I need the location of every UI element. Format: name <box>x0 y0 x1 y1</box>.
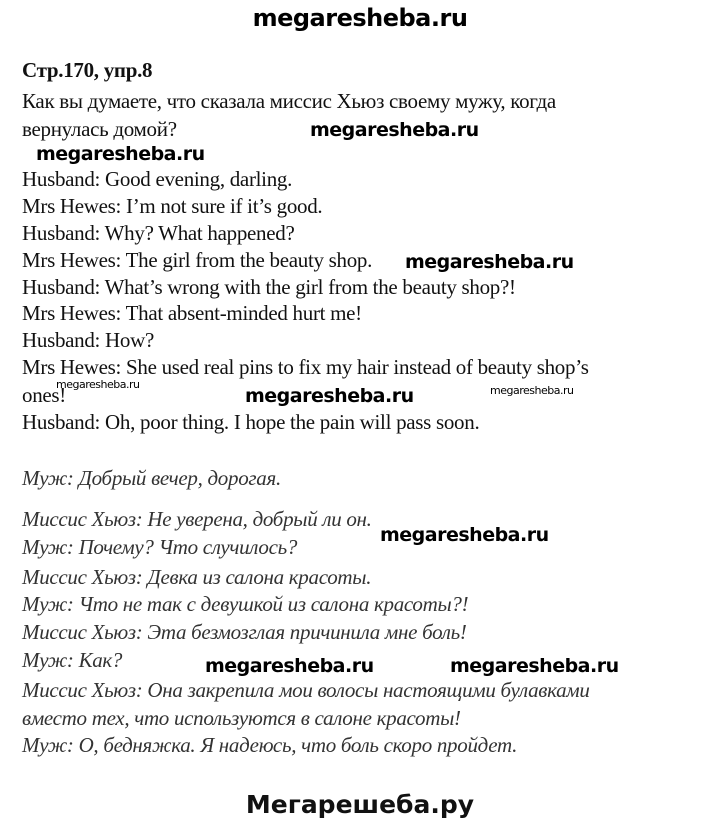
russian-line: вместо тех, что используются в салоне красоты! <box>22 706 461 730</box>
russian-line: Миссис Хьюз: Девка из салона красоты. <box>22 565 372 589</box>
english-line: Husband: Why? What happened? <box>22 221 295 245</box>
watermark: megaresheba.ru <box>405 251 574 273</box>
question-line: Как вы думаете, что сказала миссис Хьюз своему мужу, когда <box>22 89 556 113</box>
exercise-title: Стр.170, упр.8 <box>22 58 153 82</box>
russian-line: Миссис Хьюз: Она закрепила мои волосы настоящими булавками <box>22 678 590 702</box>
english-line: Husband: What’s wrong with the girl from the beauty shop?! <box>22 275 516 299</box>
watermark: megaresheba.ru <box>56 378 140 391</box>
english-line: Mrs Hewes: I’m not sure if it’s good. <box>22 194 323 218</box>
english-line: Husband: How? <box>22 328 154 352</box>
english-line: Mrs Hewes: That absent-minded hurt me! <box>22 301 362 325</box>
russian-line: Миссис Хьюз: Эта безмозглая причинила мне боль! <box>22 620 467 644</box>
watermark: megaresheba.ru <box>205 655 374 677</box>
watermark: megaresheba.ru <box>245 385 414 407</box>
watermark: megaresheba.ru <box>36 143 205 165</box>
russian-line: Муж: Как? <box>22 648 123 672</box>
english-line: Husband: Good evening, darling. <box>22 167 293 191</box>
watermark: megaresheba.ru <box>310 119 479 141</box>
header-site-title: megaresheba.ru <box>252 4 468 32</box>
english-line: Mrs Hewes: The girl from the beauty shop. <box>22 248 373 272</box>
watermark: megaresheba.ru <box>380 524 549 546</box>
watermark: megaresheba.ru <box>490 384 574 397</box>
russian-line: Муж: Что не так с девушкой из салона красоты?! <box>22 592 469 616</box>
russian-line: Миссис Хьюз: Не уверена, добрый ли он. <box>22 507 372 531</box>
russian-line: Муж: Почему? Что случилось? <box>22 535 298 559</box>
watermark: megaresheba.ru <box>450 655 619 677</box>
russian-line: Муж: О, бедняжка. Я надеюсь, что боль скоро пройдет. <box>22 733 518 757</box>
question-line: вернулась домой? <box>22 117 177 141</box>
russian-line: Муж: Добрый вечер, дорогая. <box>22 466 281 490</box>
footer-site-title: Мегарешеба.ру <box>245 790 475 819</box>
english-line: Mrs Hewes: She used real pins to fix my hair instead of beauty shop’s <box>22 355 589 379</box>
english-line: ones! <box>22 383 66 407</box>
english-line: Husband: Oh, poor thing. I hope the pain will pass soon. <box>22 410 480 434</box>
